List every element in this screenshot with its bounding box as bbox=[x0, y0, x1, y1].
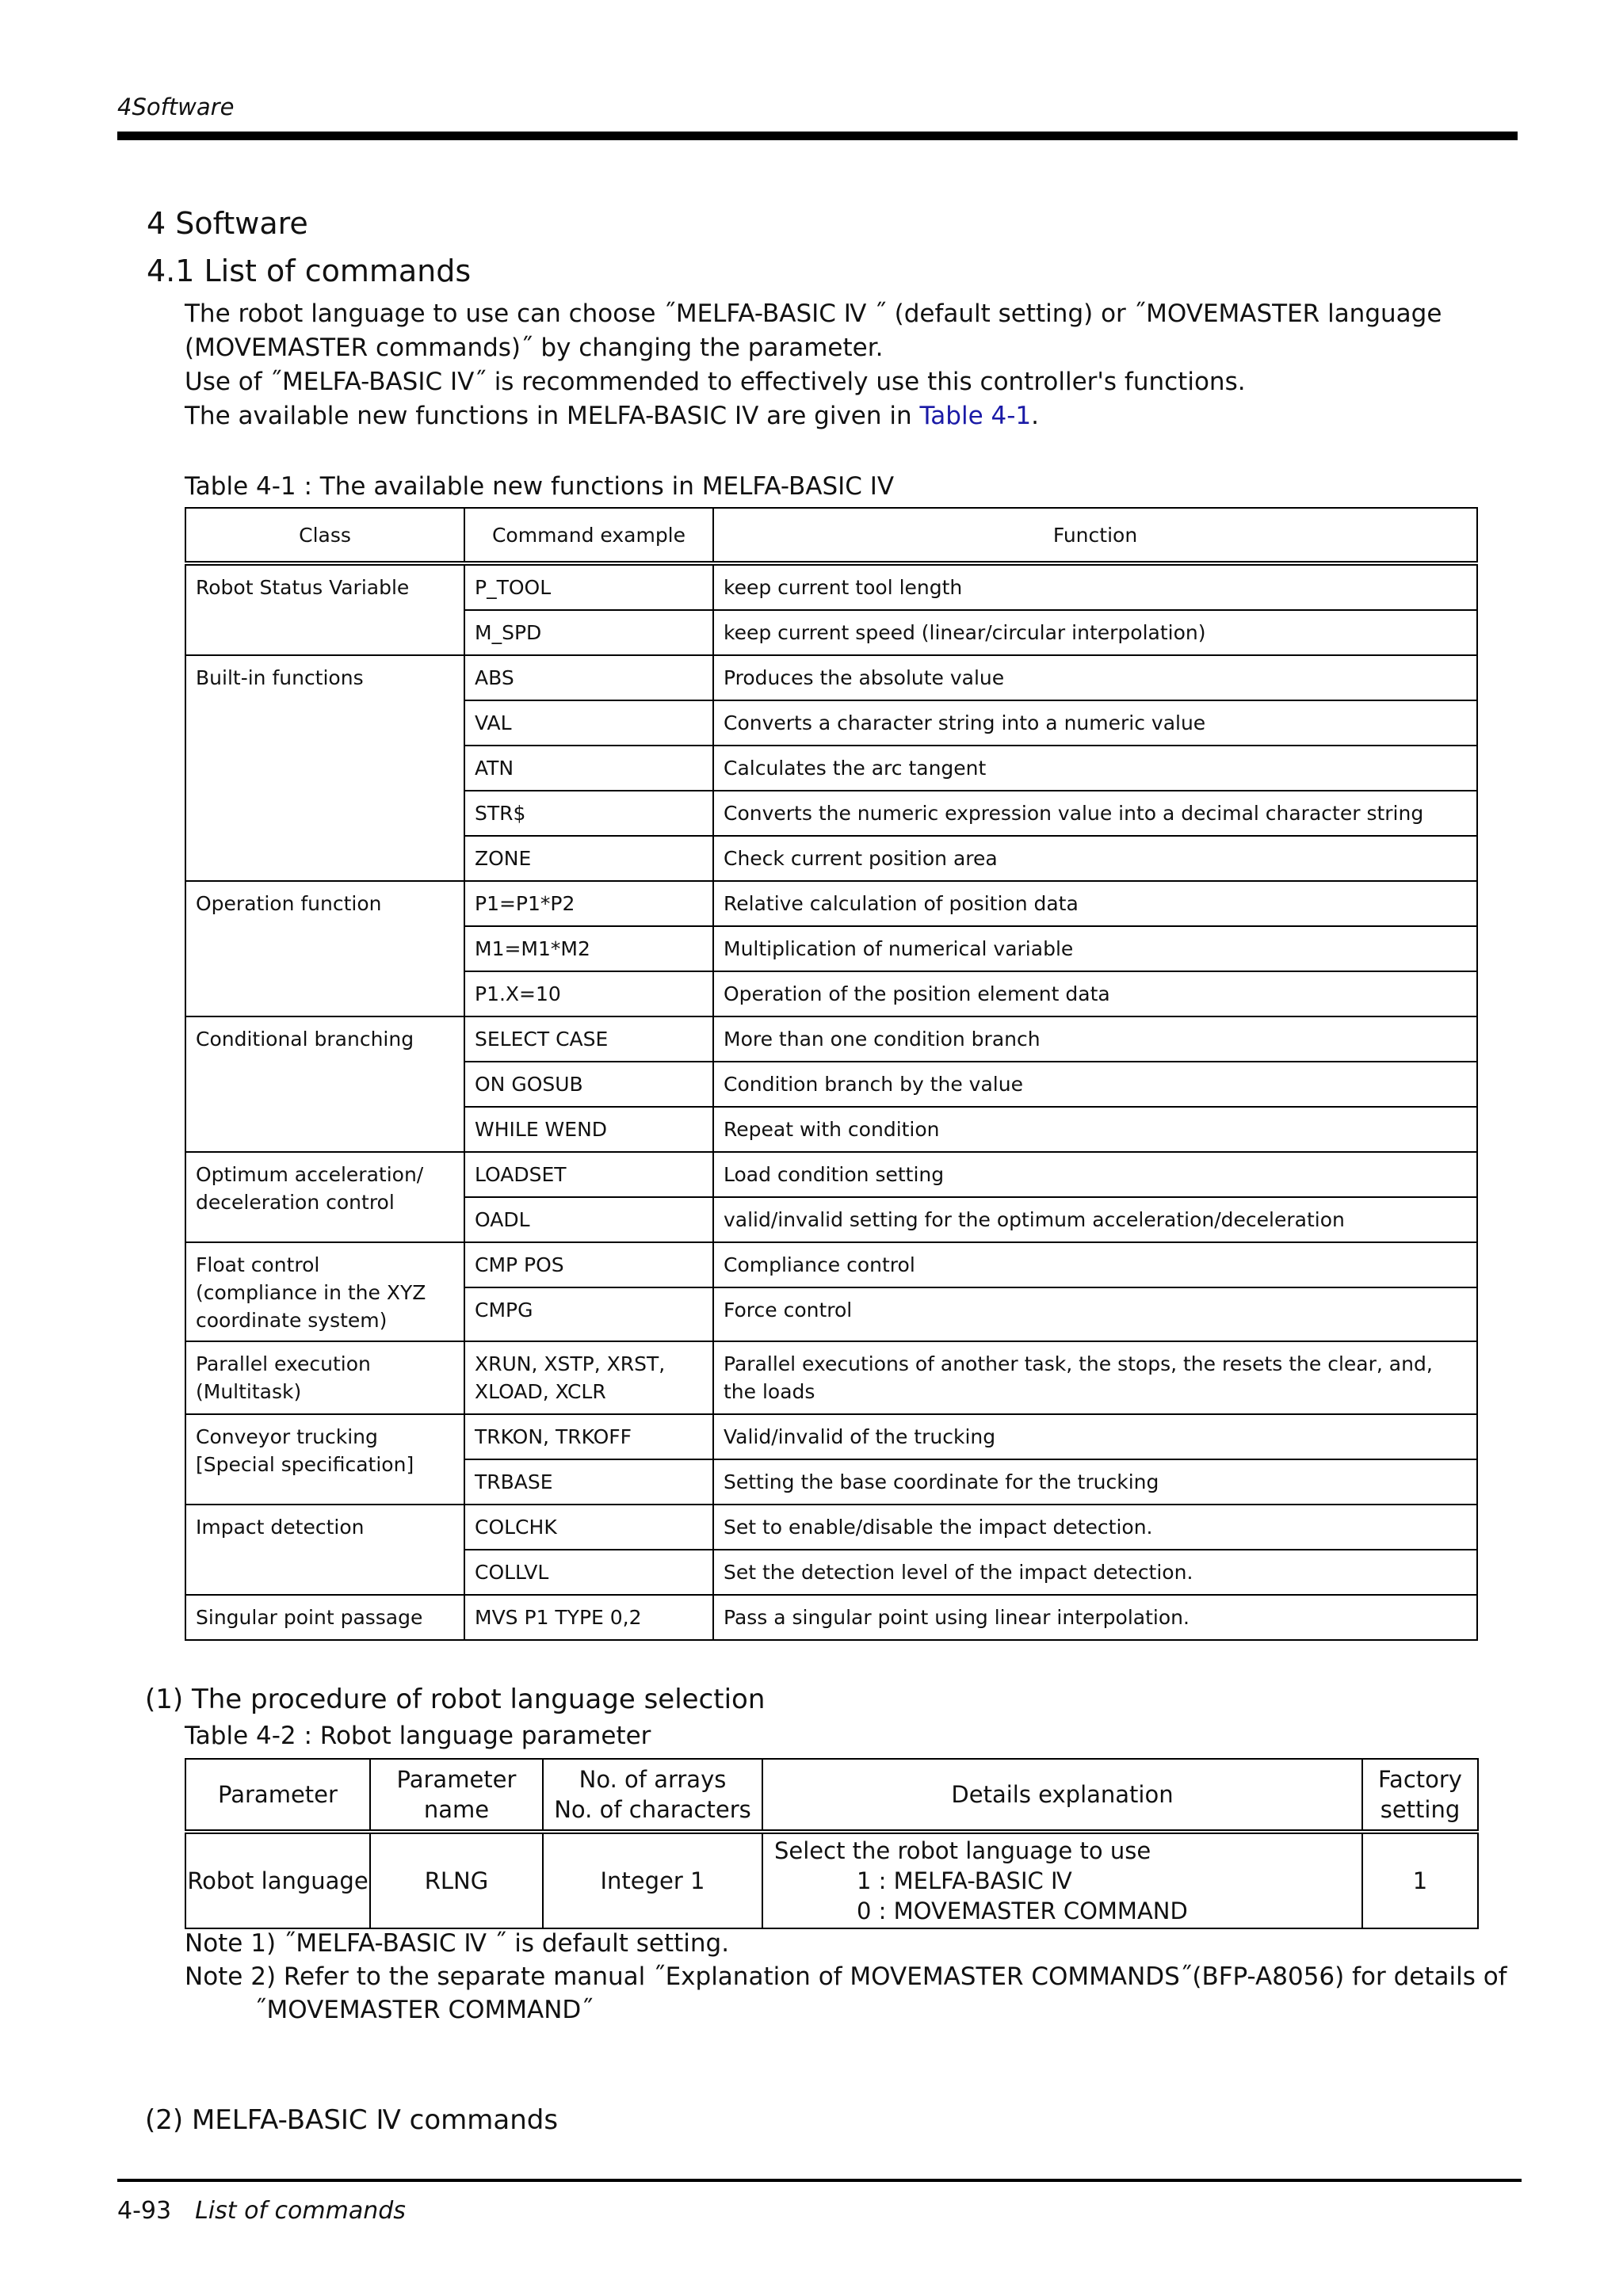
function-cell: Repeat with condition bbox=[713, 1107, 1477, 1152]
arrays-cell: Integer 1 bbox=[543, 1832, 762, 1928]
intro-text: . bbox=[1031, 402, 1039, 430]
command-cell: P1.X=10 bbox=[464, 971, 713, 1016]
table-1-caption: Table 4-1 : The available new functions in MELFA-BASIC IV bbox=[185, 472, 895, 501]
header-line: Factory bbox=[1378, 1766, 1462, 1793]
command-cell: LOADSET bbox=[464, 1152, 713, 1197]
command-cell: TRBASE bbox=[464, 1459, 713, 1505]
table-row bbox=[185, 563, 1477, 610]
header-line: setting bbox=[1380, 1796, 1461, 1823]
function-cell: Setting the base coordinate for the trucking bbox=[713, 1459, 1477, 1505]
table-row bbox=[185, 1152, 1477, 1197]
function-cell: Set to enable/disable the impact detection. bbox=[713, 1505, 1477, 1550]
function-cell: Set the detection level of the impact detection. bbox=[713, 1550, 1477, 1595]
function-cell: Compliance control bbox=[713, 1242, 1477, 1287]
class-line: coordinate system) bbox=[196, 1309, 388, 1332]
details-cell bbox=[762, 1832, 1362, 1928]
page-footer bbox=[117, 2197, 406, 2225]
header-line: name bbox=[423, 1796, 490, 1823]
class-line: deceleration control bbox=[196, 1191, 395, 1214]
footer-title: List of commands bbox=[195, 2197, 406, 2225]
function-cell: keep current tool length bbox=[713, 563, 1477, 610]
function-cell: Produces the absolute value bbox=[713, 655, 1477, 700]
class-cell bbox=[185, 1242, 464, 1341]
command-cell: TRKON, TRKOFF bbox=[464, 1414, 713, 1459]
class-line: Float control bbox=[196, 1253, 320, 1276]
header-line: No. of arrays bbox=[579, 1766, 727, 1793]
function-cell: Force control bbox=[713, 1287, 1477, 1341]
table-row bbox=[185, 1414, 1477, 1459]
function-cell: Relative calculation of position data bbox=[713, 881, 1477, 926]
details-line: 1 : MELFA-BASIC Ⅳ bbox=[857, 1867, 1072, 1894]
parameter-table bbox=[185, 1758, 1479, 1929]
class-cell bbox=[185, 1152, 464, 1242]
function-cell: Condition branch by the value bbox=[713, 1062, 1477, 1107]
class-line: Parallel execution bbox=[196, 1352, 371, 1375]
command-cell: CMPG bbox=[464, 1287, 713, 1341]
class-cell: Operation function bbox=[185, 881, 464, 1016]
command-cell: OADL bbox=[464, 1197, 713, 1242]
table-row bbox=[185, 1505, 1477, 1550]
intro-paragraph bbox=[185, 297, 1516, 433]
parameter-cell: Robot language bbox=[185, 1832, 370, 1928]
function-cell: Pass a singular point using linear interpolation. bbox=[713, 1595, 1477, 1640]
command-cell: COLLVL bbox=[464, 1550, 713, 1595]
function-cell: More than one condition branch bbox=[713, 1016, 1477, 1062]
function-cell: Check current position area bbox=[713, 836, 1477, 881]
header-line: Parameter bbox=[396, 1766, 517, 1793]
note-line: ˝MOVEMASTER COMMAND˝ bbox=[254, 1996, 594, 2024]
table-row bbox=[185, 881, 1477, 926]
command-cell: ABS bbox=[464, 655, 713, 700]
table-row bbox=[185, 1242, 1477, 1287]
command-cell: ZONE bbox=[464, 836, 713, 881]
section-title: 4.1 List of commands bbox=[147, 254, 472, 288]
function-cell: valid/invalid setting for the optimum acceleration/deceleration bbox=[713, 1197, 1477, 1242]
intro-line: Use of ˝MELFA-BASIC IV˝ is recommended to effectively use this controller's functions. bbox=[185, 368, 1246, 396]
class-cell bbox=[185, 1341, 464, 1414]
col-header-arrays bbox=[543, 1759, 762, 1832]
table-row bbox=[185, 1832, 1478, 1928]
command-cell: CMP POS bbox=[464, 1242, 713, 1287]
function-cell: Valid/invalid of the trucking bbox=[713, 1414, 1477, 1459]
table-row bbox=[185, 655, 1477, 700]
class-cell: Impact detection bbox=[185, 1505, 464, 1595]
details-line: 0 : MOVEMASTER COMMAND bbox=[857, 1897, 1188, 1924]
command-cell: WHILE WEND bbox=[464, 1107, 713, 1152]
chapter-title: 4 Software bbox=[147, 206, 308, 241]
intro-line: The robot language to use can choose ˝MELFA-BASIC Ⅳ ˝ (default setting) or ˝MOVEMASTER language bbox=[185, 299, 1442, 328]
col-header-details: Details explanation bbox=[762, 1759, 1362, 1832]
header-rule bbox=[117, 132, 1518, 140]
col-header-function: Function bbox=[713, 508, 1477, 563]
table-row bbox=[185, 1595, 1477, 1640]
command-cell: M_SPD bbox=[464, 610, 713, 655]
functions-table bbox=[185, 507, 1478, 1641]
class-line: (Multitask) bbox=[196, 1380, 302, 1403]
class-cell: Conditional branching bbox=[185, 1016, 464, 1152]
parameter-name-cell: RLNG bbox=[370, 1832, 543, 1928]
col-header-command: Command example bbox=[464, 508, 713, 563]
function-cell: Operation of the position element data bbox=[713, 971, 1477, 1016]
command-cell: MVS P1 TYPE 0,2 bbox=[464, 1595, 713, 1640]
col-header-class: Class bbox=[185, 508, 464, 563]
table-header-row bbox=[185, 1759, 1478, 1832]
details-line: Select the robot language to use bbox=[774, 1837, 1151, 1864]
running-header: 4Software bbox=[117, 93, 235, 120]
table-2-caption: Table 4-2 : Robot language parameter bbox=[185, 1722, 651, 1750]
command-cell: SELECT CASE bbox=[464, 1016, 713, 1062]
class-line: Optimum acceleration/ bbox=[196, 1163, 424, 1186]
class-line: Conveyor trucking bbox=[196, 1425, 378, 1448]
col-header-parameter: Parameter bbox=[185, 1759, 370, 1832]
page-number: 4-93 bbox=[117, 2197, 172, 2225]
table-row bbox=[185, 1016, 1477, 1062]
col-header-parameter-name bbox=[370, 1759, 543, 1832]
command-line: XLOAD, XCLR bbox=[475, 1380, 606, 1403]
function-cell: Converts a character string into a numeric value bbox=[713, 700, 1477, 746]
command-cell bbox=[464, 1341, 713, 1414]
table-4-1-link[interactable]: Table 4-1 bbox=[919, 402, 1032, 430]
function-cell: keep current speed (linear/circular interpolation) bbox=[713, 610, 1477, 655]
note-1: Note 1) ˝MELFA-BASIC Ⅳ ˝ is default setting. bbox=[185, 1929, 730, 1958]
intro-line bbox=[185, 399, 1516, 433]
table-header-row bbox=[185, 508, 1477, 563]
command-cell: ON GOSUB bbox=[464, 1062, 713, 1107]
class-line: [Special specification] bbox=[196, 1453, 414, 1476]
class-cell bbox=[185, 1414, 464, 1505]
class-cell: Robot Status Variable bbox=[185, 563, 464, 655]
command-cell: COLCHK bbox=[464, 1505, 713, 1550]
class-cell: Singular point passage bbox=[185, 1595, 464, 1640]
command-cell: P_TOOL bbox=[464, 563, 713, 610]
note-2 bbox=[185, 1960, 1516, 2027]
class-line: (compliance in the XYZ bbox=[196, 1281, 426, 1304]
subsection-title: (1) The procedure of robot language selection bbox=[145, 1684, 766, 1715]
note-line: Note 2) Refer to the separate manual ˝Explanation of MOVEMASTER COMMANDS˝(BFP-A8056) for details of bbox=[185, 1962, 1507, 1991]
intro-text: The available new functions in MELFA-BASIC IV are given in bbox=[185, 402, 920, 430]
intro-line: (MOVEMASTER commands)˝ by changing the parameter. bbox=[185, 334, 884, 362]
function-cell: Converts the numeric expression value into a decimal character string bbox=[713, 791, 1477, 836]
footer-rule bbox=[117, 2179, 1522, 2182]
function-cell: Parallel executions of another task, the stops, the resets the clear, and, the loads bbox=[713, 1341, 1477, 1414]
function-cell: Load condition setting bbox=[713, 1152, 1477, 1197]
command-line: XRUN, XSTP, XRST, bbox=[475, 1352, 666, 1375]
command-cell: VAL bbox=[464, 700, 713, 746]
col-header-factory bbox=[1362, 1759, 1478, 1832]
subsection-title: (2) MELFA-BASIC Ⅳ commands bbox=[145, 2104, 559, 2136]
function-cell: Multiplication of numerical variable bbox=[713, 926, 1477, 971]
header-line: No. of characters bbox=[554, 1796, 751, 1823]
factory-cell: 1 bbox=[1362, 1832, 1478, 1928]
command-cell: STR$ bbox=[464, 791, 713, 836]
class-cell: Built-in functions bbox=[185, 655, 464, 881]
table-row bbox=[185, 1341, 1477, 1414]
command-cell: ATN bbox=[464, 746, 713, 791]
function-cell: Calculates the arc tangent bbox=[713, 746, 1477, 791]
command-cell: P1=P1*P2 bbox=[464, 881, 713, 926]
command-cell: M1=M1*M2 bbox=[464, 926, 713, 971]
